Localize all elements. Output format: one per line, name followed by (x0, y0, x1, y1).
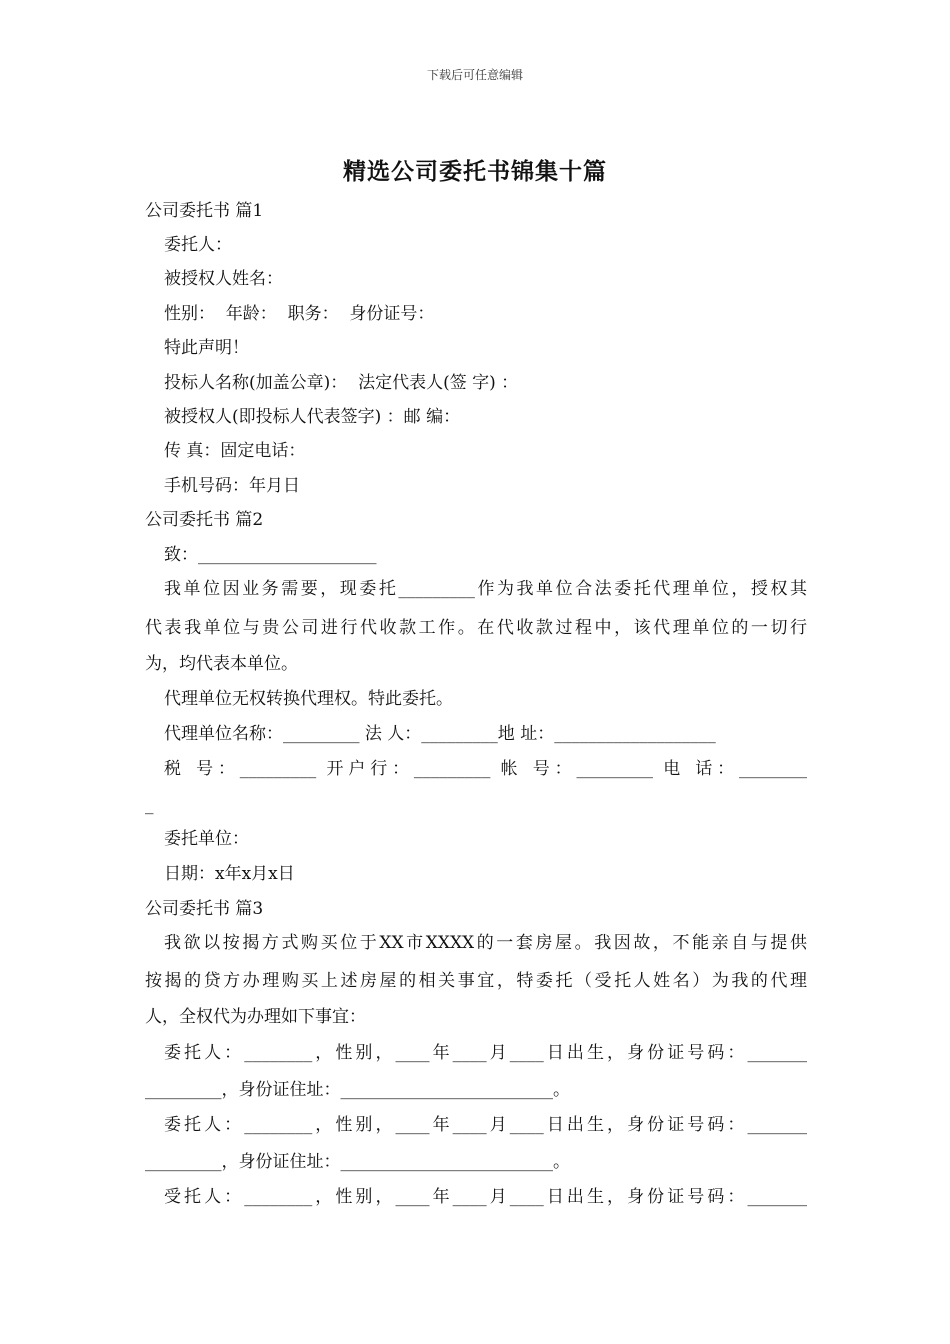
field-agent-person-details: 受托人：________，性别，____年____月____日出生，身份证号码：_______ (164, 1187, 807, 1207)
field-authorized-signature: 被授权人(即投标人代表签字) ：邮 编： (164, 407, 461, 427)
field-continuation: _ (145, 795, 154, 815)
field-principal-details: 委托人：________，性别，____年____月____日出生，身份证号码：_______ (164, 1115, 807, 1135)
paragraph-line: 按揭的贷方办理购买上述房屋的相关事宜，特委托（受托人姓名）为我的代理 (145, 971, 807, 991)
field-authorized-name: 被授权人姓名： (164, 269, 283, 289)
paragraph-line: 我欲以按揭方式购买位于XX市XXXX的一套房屋。我因故，不能亲自与提供 (164, 933, 807, 953)
field-principal-address: _________，身份证住址：_________________________。 (145, 1080, 570, 1100)
field-mobile-date: 手机号码：年月日 (164, 476, 300, 496)
field-agent-details: 代理单位名称：_________ 法 人：_________地 址：___________________ (164, 724, 716, 744)
paragraph-line: 为，均代表本单位。 (145, 654, 298, 674)
section-heading-3: 公司委托书 篇3 (145, 899, 264, 919)
field-to: 致：_____________________ (164, 545, 377, 565)
paragraph-line: 我单位因业务需要，现委托_________作为我单位合法委托代理单位，授权其 (164, 579, 807, 599)
declaration-text: 特此声明！ (164, 338, 249, 358)
section-heading-1: 公司委托书 篇1 (145, 201, 264, 221)
paragraph-line: 代理单位无权转换代理权。特此委托。 (164, 689, 453, 709)
paragraph-line: 代表我单位与贵公司进行代收款工作。在代收款过程中，该代理单位的一切行 (145, 618, 807, 638)
field-date: 日期：x年x月x日 (164, 864, 295, 884)
field-principal: 委托人： (164, 235, 232, 255)
field-principal-details: 委托人：________，性别，____年____月____日出生，身份证号码：_______ (164, 1043, 807, 1063)
document-title: 精选公司委托书锦集十篇 (343, 158, 607, 185)
field-gender-age-title-id: 性别： 年龄： 职务： 身份证号： (164, 304, 435, 324)
field-principal-address: _________，身份证住址：_________________________。 (145, 1152, 570, 1172)
field-fax-phone: 传 真：固定电话： (164, 441, 306, 461)
section-heading-2: 公司委托书 篇2 (145, 510, 264, 530)
field-bidder-name: 投标人名称(加盖公章)： 法定代表人(签 字) ： (164, 373, 519, 393)
field-tax-bank-details: 税 号：_________ 开户行：_________ 帐 号：_________ 电 话：________ (164, 759, 807, 779)
page-header: 下载后可任意编辑 (426, 68, 523, 82)
paragraph-line: 人，全权代为办理如下事宜： (145, 1007, 366, 1027)
field-entrusting-unit: 委托单位： (164, 829, 249, 849)
